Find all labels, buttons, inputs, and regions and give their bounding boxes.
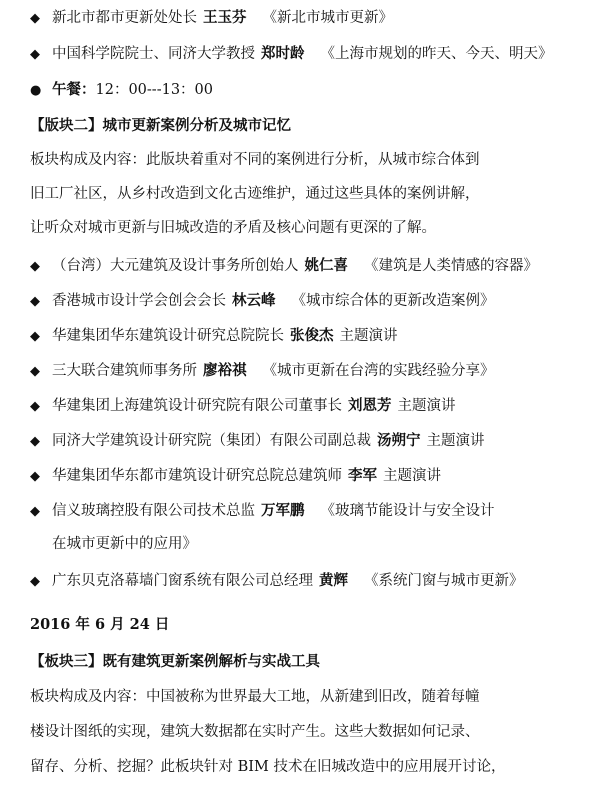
speech-topic-continuation: 在城市更新中的应用》 <box>52 536 197 552</box>
speaker-name: 郑时龄 <box>261 45 305 62</box>
speech-topic: 主题演讲 <box>383 468 441 484</box>
diamond-bullet-icon: ◆ <box>30 11 40 26</box>
diamond-bullet-icon: ◆ <box>30 364 40 379</box>
speech-topic: 主题演讲 <box>339 328 398 344</box>
section-title: 【版块二】城市更新案例分析及城市记忆 <box>30 117 291 134</box>
diamond-bullet-icon: ◆ <box>30 259 40 274</box>
speaker-org: （台湾）大元建筑及设计事务所创始人 <box>52 258 299 274</box>
speaker-item <box>30 466 580 487</box>
diamond-bullet-icon: ◆ <box>30 469 40 484</box>
lunch-label: 午餐： <box>52 81 96 98</box>
diamond-bullet-icon: ◆ <box>30 294 40 309</box>
speaker-name: 万军鹏 <box>261 502 305 519</box>
date-heading: 2016 年 6 月 24 日 <box>30 616 170 633</box>
speaker-org: 三大联合建筑师事务所 <box>52 363 197 379</box>
speaker-org: 新北市都市更新处处长 <box>52 10 197 26</box>
speech-topic: 《上海市规划的昨天、今天、明天》 <box>320 46 553 62</box>
diamond-bullet-icon: ◆ <box>30 399 40 414</box>
speaker-name: 李军 <box>348 467 377 484</box>
speech-topic: 《系统门窗与城市更新》 <box>364 573 524 589</box>
speaker-item <box>30 291 580 312</box>
speaker-name: 黄辉 <box>319 572 348 589</box>
diamond-bullet-icon: ◆ <box>30 574 40 589</box>
speaker-item <box>30 431 580 452</box>
speaker-name: 林云峰 <box>232 292 276 309</box>
section-description: 板块构成及内容：此版块着重对不同的案例进行分析，从城市综合体到 <box>30 152 480 168</box>
speaker-item <box>30 326 580 347</box>
section-title: 【板块三】既有建筑更新案例解析与实战工具 <box>30 653 320 670</box>
speaker-name: 姚仁喜 <box>304 257 348 274</box>
speaker-item <box>30 571 580 592</box>
section-description: 楼设计图纸的实现，建筑大数据都在实时产生。这些大数据如何记录、 <box>30 724 480 740</box>
diamond-bullet-icon: ◆ <box>30 329 40 344</box>
speaker-org: 香港城市设计学会创会会长 <box>52 293 226 309</box>
diamond-bullet-icon: ◆ <box>30 47 40 62</box>
speaker-org: 广东贝克洛幕墙门窗系统有限公司总经理 <box>52 573 313 589</box>
speech-topic: 《建筑是人类情感的容器》 <box>364 258 538 274</box>
speaker-item <box>30 361 580 382</box>
speaker-name: 张俊杰 <box>290 327 334 344</box>
section-description: 留存、分析、挖掘？此板块针对 BIM 技术在旧城改造中的应用展开讨论， <box>30 759 506 775</box>
speaker-item <box>30 256 580 277</box>
speech-topic: 《玻璃节能设计与安全设计 <box>320 503 495 519</box>
speaker-org: 华建集团华东建筑设计研究总院院长 <box>52 328 284 344</box>
speaker-org: 华建集团华东都市建筑设计研究总院总建筑师 <box>52 468 342 484</box>
diamond-bullet-icon: ◆ <box>30 434 40 449</box>
speaker-item <box>30 44 580 65</box>
speaker-name: 王玉芬 <box>203 9 247 26</box>
speech-topic: 《新北市城市更新》 <box>262 10 393 26</box>
speaker-org: 华建集团上海建筑设计研究院有限公司董事长 <box>52 398 342 414</box>
speech-topic: 《城市更新在台湾的实践经验分享》 <box>262 363 495 379</box>
diamond-bullet-icon: ◆ <box>30 504 40 519</box>
lunch-item <box>30 80 580 101</box>
speaker-org: 同济大学建筑设计研究院（集团）有限公司副总裁 <box>52 433 371 449</box>
speaker-name: 汤朔宁 <box>377 432 421 449</box>
speaker-org: 中国科学院院士、同济大学教授 <box>52 46 255 62</box>
speaker-item <box>30 396 580 417</box>
speaker-item <box>30 8 580 29</box>
lunch-time: 12：00---13：00 <box>95 82 214 98</box>
speech-topic: 主题演讲 <box>397 398 456 414</box>
speaker-name: 刘恩芳 <box>348 397 392 414</box>
speaker-name: 廖裕祺 <box>203 362 247 379</box>
section-description: 板块构成及内容：中国被称为世界最大工地，从新建到旧改，随着每幢 <box>30 689 480 705</box>
speaker-item <box>30 501 580 522</box>
section-description: 让听众对城市更新与旧城改造的矛盾及核心问题有更深的了解。 <box>30 220 436 236</box>
speaker-org: 信义玻璃控股有限公司技术总监 <box>52 503 255 519</box>
speech-topic: 主题演讲 <box>426 433 485 449</box>
round-bullet-icon: ● <box>30 83 42 98</box>
section-description: 旧工厂社区，从乡村改造到文化古迹维护，通过这些具体的案例讲解， <box>30 186 480 202</box>
speech-topic: 《城市综合体的更新改造案例》 <box>291 293 495 309</box>
